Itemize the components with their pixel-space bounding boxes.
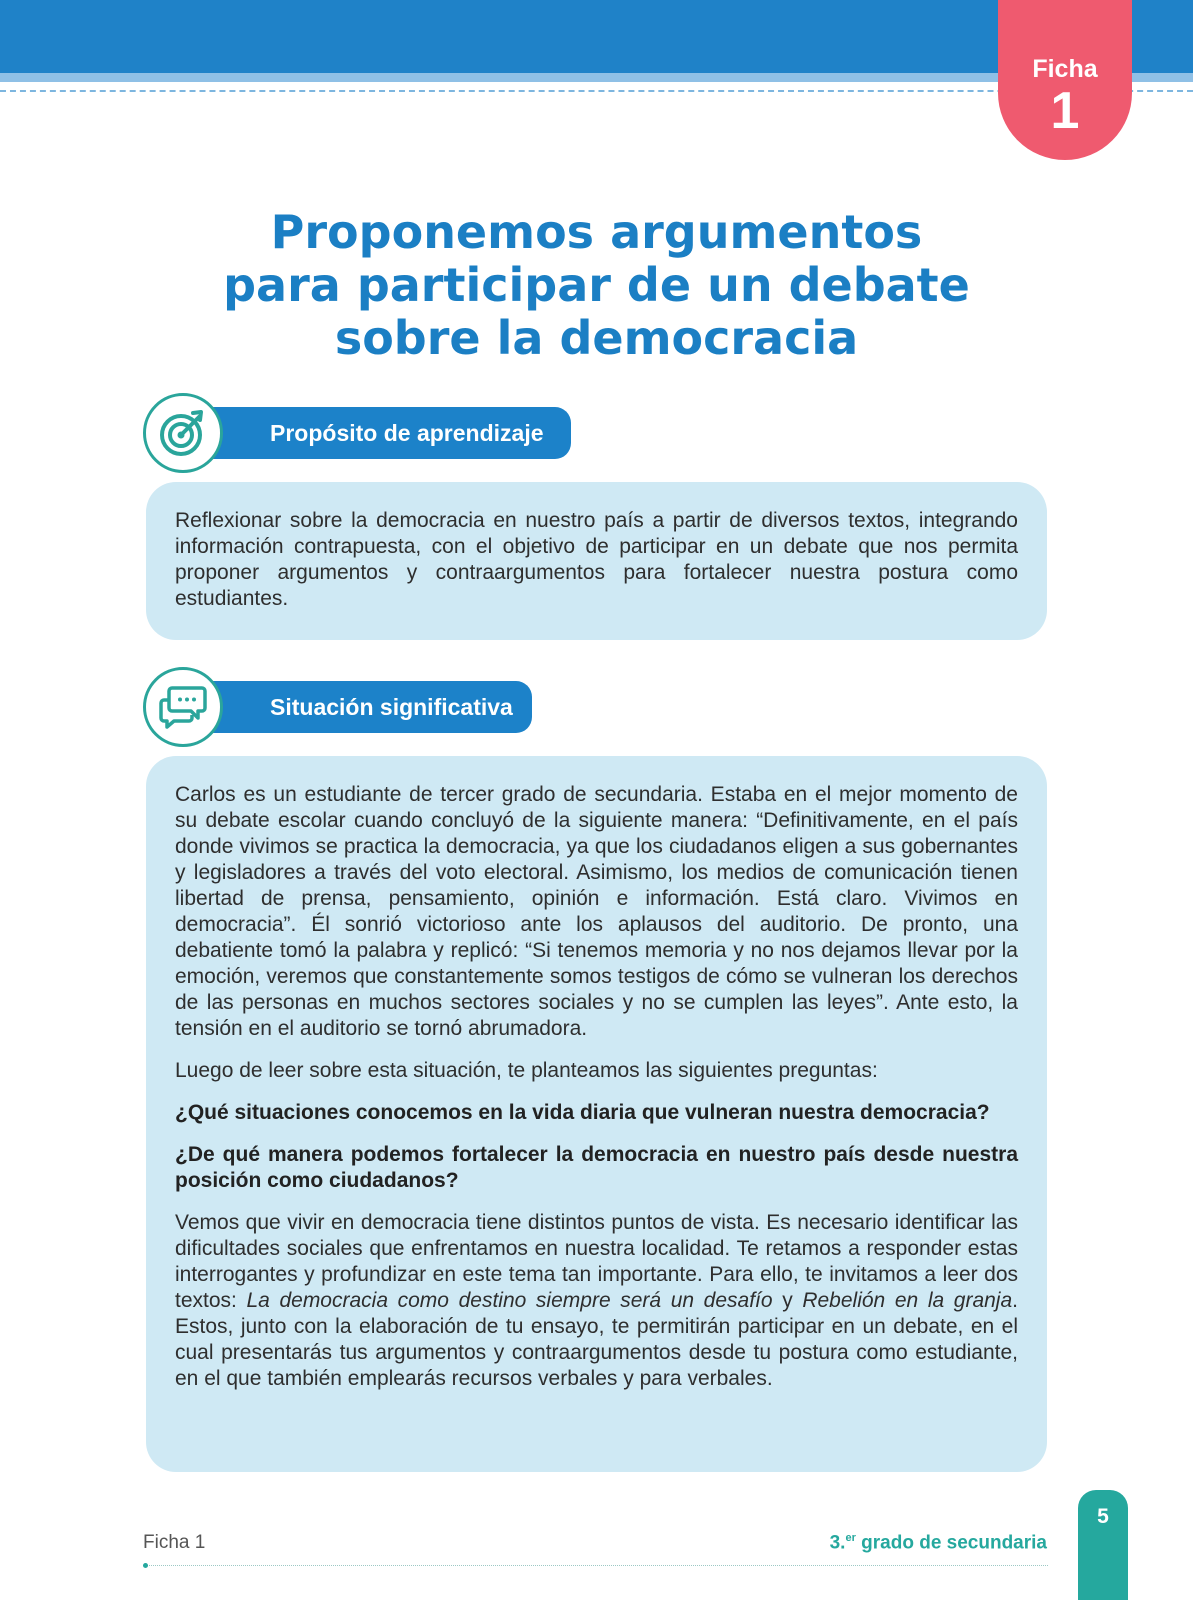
footer-dot [143, 1563, 148, 1568]
target-icon [143, 393, 223, 473]
situacion-box [146, 756, 1047, 1472]
proposito-heading [176, 407, 571, 459]
situacion-paragraph-1: Carlos es un estudiante de tercer grado de secundaria. Estaba en el mejor momento de su debate escolar cuando concluyó de la siguiente manera: “Definitivamente, en el país donde vivimos se practica la democracia, ya que los ciudadanos eligen a sus gobernantes y legisladores a través del voto electoral. Asimismo, los medios de comunicación tienen libertad de prensa, pensamiento, opinión e información. Está claro. Vivimos en democracia”. Él sonrió victorioso ante los aplausos del auditorio. De pronto, una debatiente tomó la palabra y replicó: “Si tenemos memoria y no nos dejamos llevar por la emoción, veremos que constantemente somos testigos de cómo se vulneran los derechos de las personas en muchos sectores sociales y no se cumplen las leyes”. Ante esto, la tensión en el auditorio se tornó abrumadora. [175, 783, 1018, 1040]
p3-and: y [772, 1289, 803, 1312]
title-line-3: sobre la democracia [334, 311, 859, 365]
grade-number: 3. [829, 1532, 846, 1554]
footer-grade [830, 1532, 1047, 1554]
title-line-1: Proponemos argumentos [270, 205, 923, 259]
footer-dotted-line [143, 1565, 1048, 1566]
question-2: ¿De qué manera podemos fortalecer la democracia en nuestro país desde nuestra posición como ciudadanos? [175, 1143, 1018, 1192]
book-title-1: La democracia como destino siempre será un desafío [246, 1289, 773, 1312]
proposito-heading-label: Propósito de aprendizaje [270, 420, 544, 446]
proposito-text: Reflexionar sobre la democracia en nuestro país a partir de diversos textos, integrando información contrapuesta, con el objetivo de participar en un debate que nos permita proponer argumentos y contraargumentos para fortalecer nuestra postura como estudiantes. [175, 509, 1018, 610]
situacion-heading-label: Situación significativa [270, 694, 513, 720]
ficha-number: 1 [1050, 82, 1080, 140]
title-line-2: para participar de un debate [223, 258, 970, 312]
grade-superscript: er [845, 1532, 856, 1544]
page-title [150, 206, 1043, 365]
page-number-tab [1078, 1490, 1128, 1600]
situacion-heading [176, 681, 532, 733]
proposito-box [146, 482, 1047, 640]
p3-part-1: Vemos que vivir en democracia tiene distintos puntos de vista. Es necesario identificar las dificultades sociales que enfrentamos en nuestra localidad. Te retamos a responder estas interrogantes y profundizar en este tema tan importante. Para ello, te invitamos a leer dos textos: [175, 1211, 1018, 1312]
p3-part-2: . Estos, junto con la elaboración de tu ensayo, te permitirán participar en un debate, en el cual presentarás tus argumentos y contraargumentos desde tu postura como estudiante, en el que también emplearás recursos verbales y para verbales. [175, 1289, 1018, 1390]
question-1: ¿Qué situaciones conocemos en la vida diaria que vulneran nuestra democracia? [175, 1101, 990, 1124]
book-title-2: Rebelión en la granja [802, 1289, 1013, 1312]
situacion-paragraph-2: Luego de leer sobre esta situación, te planteamos las siguientes preguntas: [175, 1059, 878, 1082]
page-number: 5 [1097, 1505, 1109, 1528]
ficha-tab [998, 0, 1132, 160]
situacion-paragraph-3 [175, 1210, 1018, 1392]
footer-ficha-label: Ficha 1 [143, 1532, 206, 1553]
chat-bubbles-icon [143, 667, 223, 747]
ficha-label: Ficha [1032, 55, 1098, 83]
grade-text: grado de secundaria [855, 1532, 1047, 1554]
